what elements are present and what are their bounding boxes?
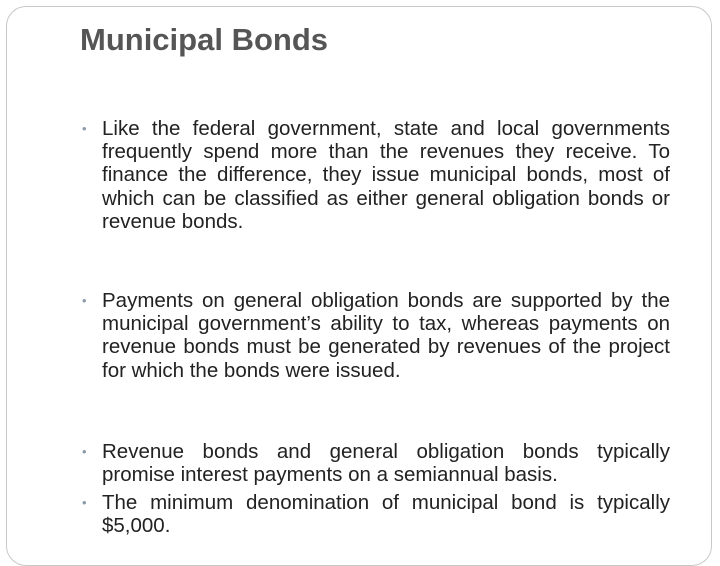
bullet-item-like-federal-government — [82, 117, 670, 233]
bullet-marker: • — [82, 121, 87, 136]
bullet-item-minimum-denomination — [82, 491, 670, 538]
bullet-marker: • — [82, 495, 87, 510]
bullet-text: The minimum denomination of municipal bond is typically $5,000. — [102, 491, 670, 538]
bullet-marker: • — [82, 444, 87, 459]
bullet-text: Like the federal government, state and local governments frequently spend more than the revenues they receive. To finance the difference, they issue municipal bonds, most of which can be classified as either general obligation bonds or revenue bonds. — [102, 117, 670, 233]
bullet-item-semiannual-payments — [82, 440, 670, 487]
bullet-item-general-obligation-payments — [82, 289, 670, 382]
slide-title: Municipal Bonds — [80, 22, 328, 57]
bullet-text: Revenue bonds and general obligation bonds typically promise interest payments on a semiannual basis. — [102, 440, 670, 487]
bullet-text: Payments on general obligation bonds are supported by the municipal government’s ability to tax, whereas payments on revenue bonds must be generated by revenues of the project for which the bonds were issued. — [102, 289, 670, 382]
bullet-marker: • — [82, 293, 87, 308]
